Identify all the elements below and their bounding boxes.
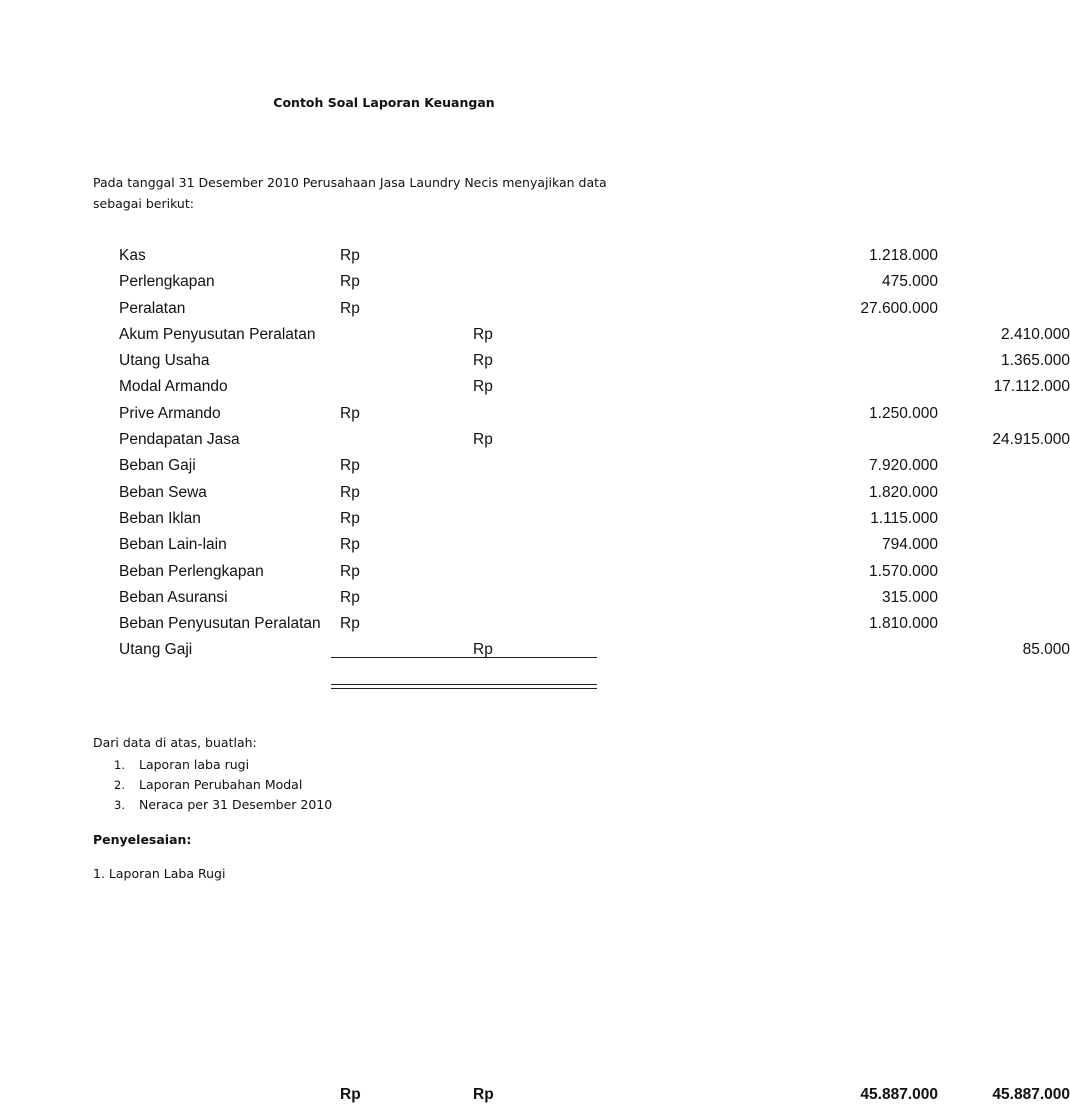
ledger-row [119,427,1070,453]
task-text: Laporan laba rugi [139,757,250,772]
account-name: Akum Penyusutan Peralatan [119,325,316,343]
account-name: Beban Penyusutan Peralatan [119,615,321,633]
task-number: 2. [114,778,125,792]
ledger-row [119,453,938,479]
credit-currency: Rp [473,641,493,659]
ledger-row [119,296,938,322]
debit-currency: Rp [340,299,360,317]
debit-amount: 794.000 [881,536,938,554]
debit-currency: Rp [340,615,360,633]
ledger-row [119,401,938,427]
account-name: Kas [119,247,146,264]
debit-currency: Rp [340,536,360,554]
debit-amount: 7.920.000 [869,457,938,475]
total-debit-currency: Rp [340,1085,361,1103]
credit-currency: Rp [473,325,493,343]
debit-currency: Rp [340,483,360,501]
credit-currency: Rp [473,352,493,370]
account-name: Peralatan [119,299,186,317]
ledger-row [119,611,938,637]
debit-amount: 1.810.000 [869,615,938,633]
credit-currency: Rp [473,378,493,396]
account-name: Beban Asuransi [119,588,228,606]
ledger-row [119,480,938,506]
credit-amount: 17.112.000 [993,378,1070,396]
debit-currency: Rp [340,509,360,527]
total-debit-amount: 45.887.000 [860,1085,938,1103]
account-name: Pendapatan Jasa [119,431,240,449]
credit-amount: 1.365.000 [1001,352,1070,370]
debit-currency: Rp [340,404,360,422]
solution-heading: Penyelesaian: [93,832,192,847]
credit-currency: Rp [473,431,493,449]
credit-amount: 2.410.000 [1001,325,1070,343]
task-text: Neraca per 31 Desember 2010 [139,797,333,812]
account-name: Beban Lain-lain [119,536,227,554]
task-item [93,795,332,815]
task-intro: Dari data di atas, buatlah: [93,735,257,750]
account-name: Beban Sewa [119,483,207,501]
section-heading-laba-rugi: 1. Laporan Laba Rugi [93,866,226,881]
debit-amount: 1.820.000 [869,483,938,501]
ledger-row [119,348,1070,374]
ledger-row [119,243,938,269]
ledger-row [119,532,938,558]
debit-amount: 1.570.000 [869,562,938,580]
debit-currency: Rp [340,457,360,475]
debit-amount: 315.000 [881,588,938,606]
debit-amount: 475.000 [881,273,938,291]
debit-amount: 1.115.000 [870,509,938,527]
ledger-rows [119,243,1070,664]
ledger-row [119,506,938,532]
page-title: Contoh Soal Laporan Keuangan [273,95,495,110]
credit-amount: 24.915.000 [992,431,1070,449]
ledger-row [119,269,938,295]
account-name: Utang Usaha [119,352,210,370]
debit-currency: Rp [340,562,360,580]
debit-currency: Rp [340,273,360,291]
task-list [93,755,332,815]
account-name: Beban Perlengkapan [119,562,264,580]
debit-currency: Rp [340,247,360,264]
credit-amount: 85.000 [1022,641,1070,659]
account-name: Beban Gaji [119,457,196,475]
debit-amount: 27.600.000 [860,299,938,317]
ledger-total-row [119,1083,1070,1109]
debit-amount: 1.218.000 [869,247,938,264]
ledger-row [119,322,1070,348]
ledger-row [119,637,1070,663]
debit-amount: 1.250.000 [869,404,938,422]
total-rule-top [331,657,597,658]
total-double-rule [331,684,597,689]
account-name: Beban Iklan [119,509,201,527]
ledger-row [119,559,938,585]
task-text: Laporan Perubahan Modal [139,777,303,792]
account-name: Modal Armando [119,378,228,396]
task-item [93,775,332,795]
intro-paragraph: Pada tanggal 31 Desember 2010 Perusahaan Jasa Laundry Necis menyajikan data sebagai berikut: [93,175,607,211]
account-name: Perlengkapan [119,273,215,291]
total-credit-currency: Rp [473,1085,494,1103]
task-item [93,755,332,775]
account-name: Utang Gaji [119,641,193,659]
task-number: 1. [114,758,125,772]
ledger-row [119,374,1070,400]
total-credit-amount: 45.887.000 [992,1085,1070,1103]
debit-currency: Rp [340,588,360,606]
task-number: 3. [114,798,125,812]
ledger-row [119,585,938,611]
account-name: Prive Armando [119,404,221,422]
